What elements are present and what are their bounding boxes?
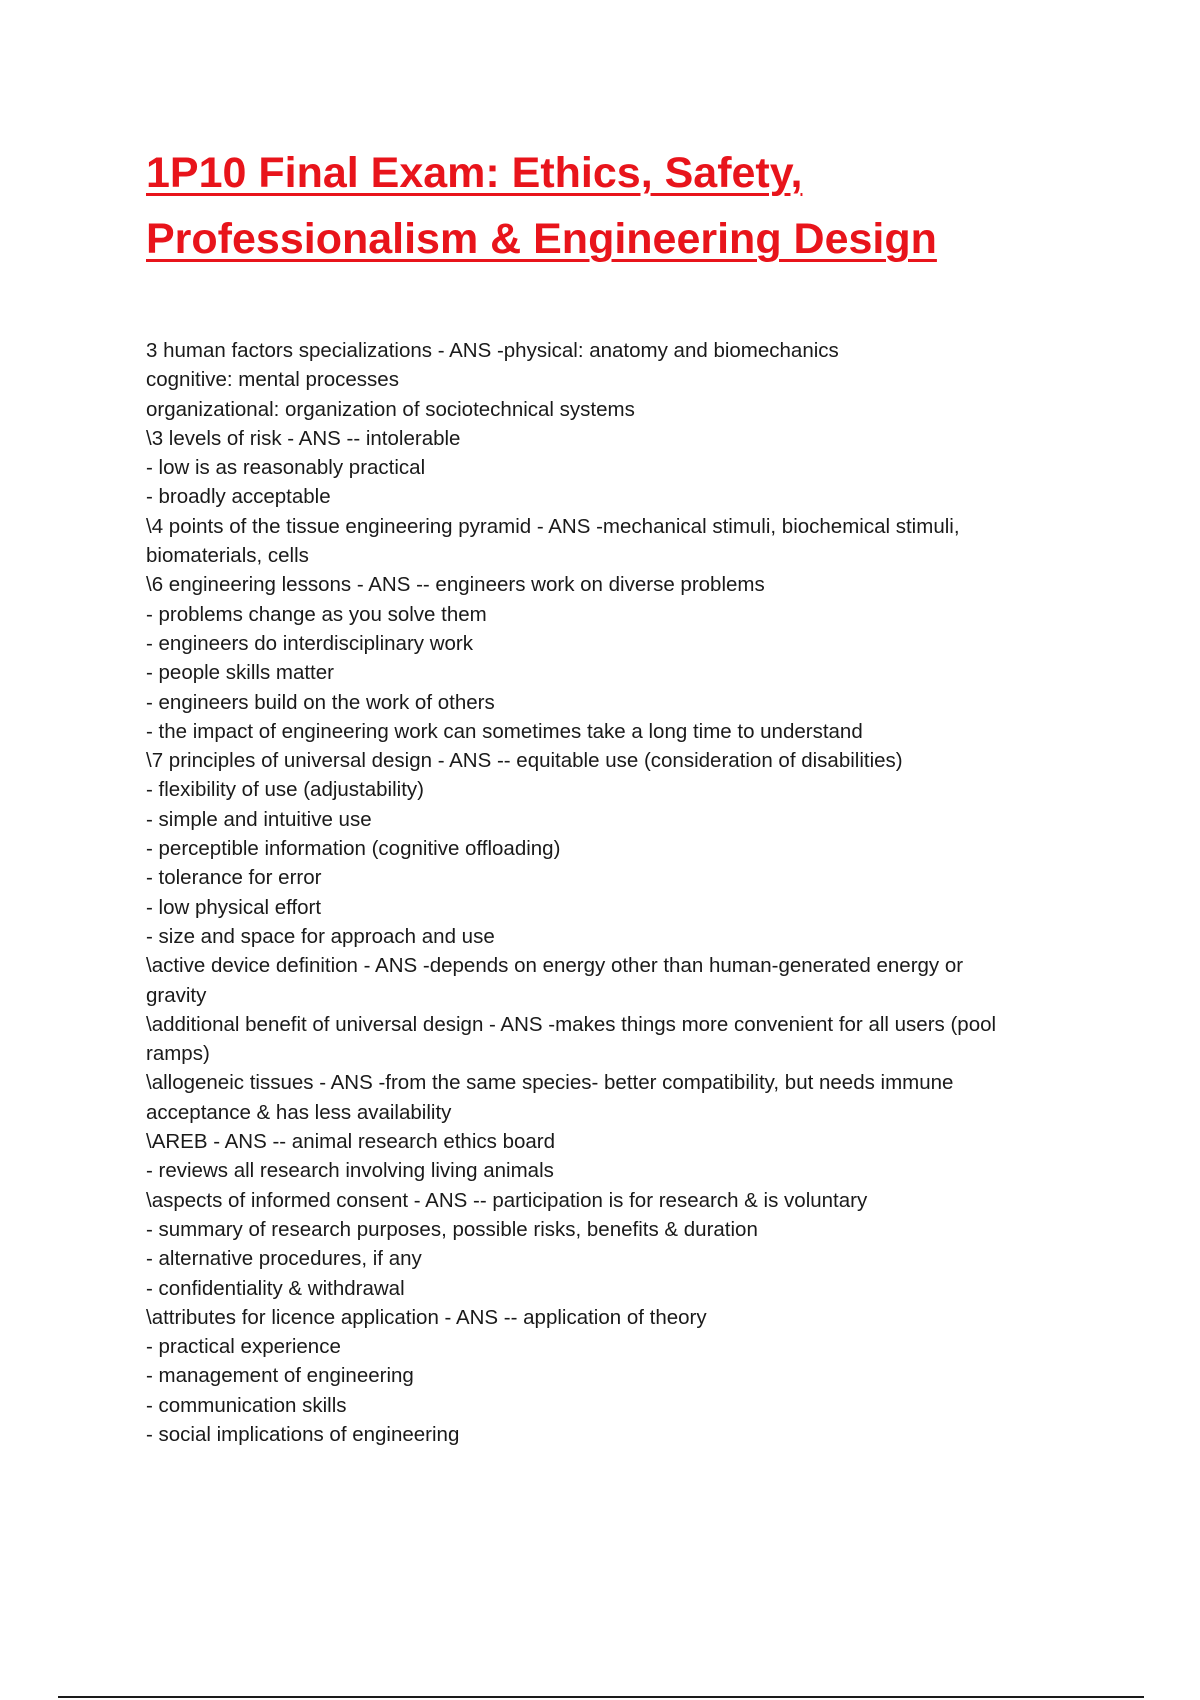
text-line: biomaterials, cells <box>146 544 309 568</box>
text-line: - size and space for approach and use <box>146 924 495 948</box>
text-line: ramps) <box>146 1042 210 1066</box>
text-line: - reviews all research involving living animals <box>146 1159 554 1183</box>
text-line: - social implications of engineering <box>146 1422 460 1446</box>
text-line: - management of engineering <box>146 1364 414 1388</box>
text-line: 3 human factors specializations - ANS -physical: anatomy and biomechanics <box>146 339 839 362</box>
text-line: \attributes for licence application - ANS -- application of theory <box>146 1305 707 1329</box>
text-line: - alternative procedures, if any <box>146 1247 422 1271</box>
text-line: organizational: organization of sociotechnical systems <box>146 397 635 421</box>
document-title <box>146 140 1106 272</box>
page-bottom-divider <box>58 1696 1144 1698</box>
text-line: \allogeneic tissues - ANS -from the same species- better compatibility, but needs immune <box>146 1071 954 1095</box>
text-line: - summary of research purposes, possible risks, benefits & duration <box>146 1217 758 1241</box>
text-line: acceptance & has less availability <box>146 1100 452 1124</box>
text-line: - the impact of engineering work can sometimes take a long time to understand <box>146 719 863 743</box>
text-line: - problems change as you solve them <box>146 602 487 626</box>
text-line: - confidentiality & withdrawal <box>146 1276 405 1300</box>
text-line: \aspects of informed consent - ANS -- participation is for research & is voluntary <box>146 1188 868 1212</box>
text-line: gravity <box>146 983 207 1007</box>
text-line: \6 engineering lessons - ANS -- engineers work on diverse problems <box>146 573 765 597</box>
title-line-2: Professionalism & Engineering Design <box>146 215 937 263</box>
text-line: - people skills matter <box>146 661 334 685</box>
text-line: - low physical effort <box>146 895 322 919</box>
text-line: \AREB - ANS -- animal research ethics board <box>146 1130 556 1154</box>
text-line: - low is as reasonably practical <box>146 456 426 480</box>
title-line-1: 1P10 Final Exam: Ethics, Safety, <box>146 149 803 197</box>
text-line: - broadly acceptable <box>146 485 331 509</box>
text-line: \7 principles of universal design - ANS -- equitable use (consideration of disabilities) <box>146 749 903 773</box>
text-line: \4 points of the tissue engineering pyramid - ANS -mechanical stimuli, biochemical stimuli, <box>146 514 960 538</box>
text-line: - flexibility of use (adjustability) <box>146 778 424 802</box>
text-line: cognitive: mental processes <box>146 368 399 392</box>
text-line: - communication skills <box>146 1393 347 1417</box>
text-line: - perceptible information (cognitive offloading) <box>146 837 561 861</box>
text-line: \active device definition - ANS -depends on energy other than human-generated energy or <box>146 954 964 978</box>
text-line: - engineers do interdisciplinary work <box>146 631 474 655</box>
text-line: - engineers build on the work of others <box>146 690 495 714</box>
text-line: - tolerance for error <box>146 866 322 890</box>
text-line: \additional benefit of universal design - ANS -makes things more convenient for all users (pool <box>146 1012 997 1036</box>
text-line: \3 levels of risk - ANS -- intolerable <box>146 426 461 450</box>
text-line: - simple and intuitive use <box>146 807 372 831</box>
text-line: - practical experience <box>146 1335 341 1359</box>
flashcard-list <box>146 336 1076 1449</box>
